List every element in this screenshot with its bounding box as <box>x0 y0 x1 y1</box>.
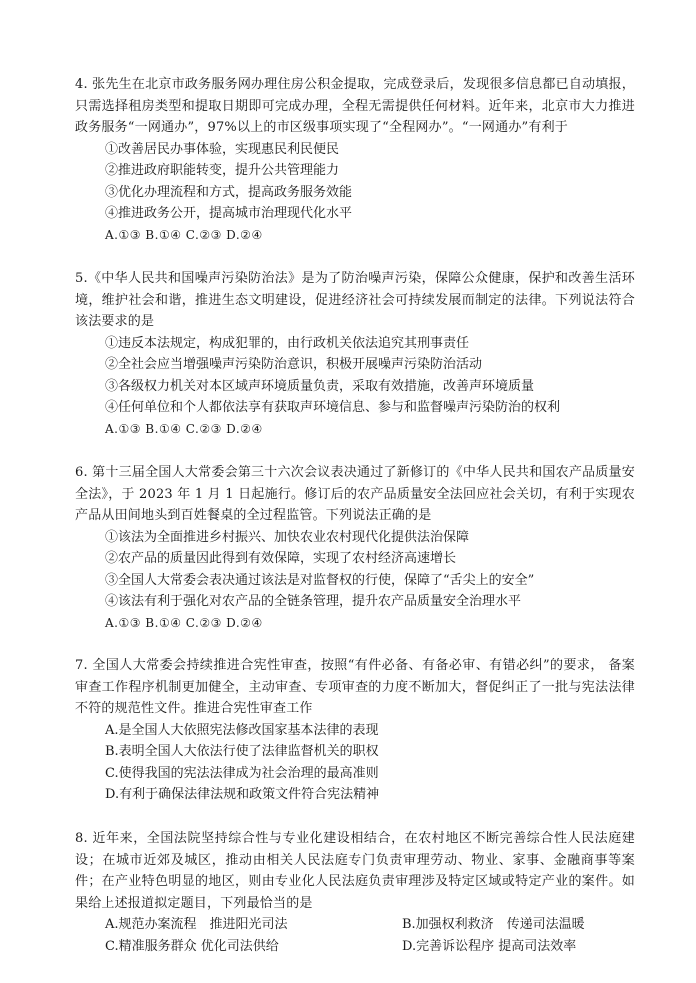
question-5 <box>75 268 635 440</box>
statement-3: ③各级权力机关对本区域声环境质量负责，采取有效措施，改善声环境质量 <box>105 378 535 394</box>
options-row-2 <box>75 936 635 958</box>
option-d: D.有利于确保法律法规和政策文件符合宪法精神 <box>105 787 380 802</box>
option-b: B.表明全国人大依法行使了法律监督机关的职权 <box>105 744 379 759</box>
statement-4: ④该法有利于强化对农产品的全链条管理，提升农产品质量安全治理水平 <box>105 594 522 609</box>
statement-1: ①该法为全面推进乡村振兴、加快农业农村现代化提供法治保障 <box>105 529 470 545</box>
statement-1: ①违反本法规定，构成犯罪的，由行政机关依法追究其刑事责任 <box>105 335 470 351</box>
question-7 <box>75 655 635 806</box>
statement-2: ②全社会应当增强噪声污染防治意识，积极开展噪声污染防治活动 <box>105 357 483 372</box>
statement-2: ②推进政府职能转变，提升公共管理能力 <box>105 163 340 178</box>
question-stem: 5.《中华人民共和国噪声污染防治法》是为了防治噪声污染，保障公众健康，保护和改善生活环境，维护社会和谐，推进生态文明建设，促进经济社会可持续发展而制定的法律。下列说法符合该法要求的是 <box>75 271 635 329</box>
options-row-1 <box>75 914 635 936</box>
option-a: A.是全国人大依照宪法修改国家基本法律的表现 <box>105 722 379 738</box>
answer-choices: A.①③ B.①④ C.②③ D.②④ <box>105 421 263 436</box>
statement-2: ②农产品的质量因此得到有效保障，实现了农村经济高速增长 <box>105 551 457 566</box>
question-8 <box>75 828 635 957</box>
statement-4: ④任何单位和个人都依法享有获取声环境信息、参与和监督噪声污染防治的权利 <box>105 400 561 415</box>
question-stem: 7. 全国人大常委会持续推进合宪性审查，按照“有件必备、有备必审、有错必纠”的要求， 备案审查工作程序机制更加健全，主动审查、专项审查的力度不断加大，督促纠正了一批与宪法法律不符的规范性文件。推进合宪性审查工作 <box>75 658 635 716</box>
question-stem: 6. 第十三届全国人大常委会第三十六次会议表决通过了新修订的《中华人民共和国农产品质量安全法》，于 2023 年 1 月 1 日起施行。修订后的农产品质量安全法回应社会关切，有利于实现农产品从田间地头到百姓餐桌的全过程监管。下列说法正确的是 <box>75 465 635 523</box>
statement-3: ③优化办理流程和方式，提高政务服务效能 <box>105 184 353 200</box>
question-stem: 8. 近年来，全国法院坚持综合性与专业化建设相结合，在农村地区不断完善综合性人民法庭建设；在城市近郊及城区，推动由相关人民法庭专门负责审理劳动、物业、家事、金融商事等案件；在产业特色明显的地区，则由专业化人民法庭负责审理涉及特定区域或特定产业的案件。如果给上述报道拟定题目，下列最恰当的是 <box>75 831 635 911</box>
option-a: A.规范办案流程 推进阳光司法 <box>105 917 288 932</box>
option-c: C.精准服务群众 优化司法供给 <box>105 938 279 954</box>
answer-choices: A.①③ B.①④ C.②③ D.②④ <box>105 227 263 242</box>
statement-4: ④推进政务公开，提高城市治理现代化水平 <box>105 206 353 221</box>
statement-3: ③全国人大常委会表决通过该法是对监督权的行使，保障了“舌尖上的安全” <box>105 572 535 588</box>
option-b: B.加强权利救济 传递司法温暖 <box>402 917 585 932</box>
answer-choices: A.①③ B.①④ C.②③ D.②④ <box>105 615 263 630</box>
statement-1: ①改善居民办事体验，实现惠民利民便民 <box>105 141 340 157</box>
question-6 <box>75 462 635 634</box>
question-4 <box>75 74 635 246</box>
question-stem: 4. 张先生在北京市政务服务网办理住房公积金提取，完成登录后，发现很多信息都已自动填报，只需选择租房类型和提取日期即可完成办理，全程无需提供任何材料。近年来，北京市大力推进政务服务“一网通办”，97%以上的市区级事项实现了“全程网办”。“一网通办”有利于 <box>75 77 635 135</box>
option-d: D.完善诉讼程序 提高司法效率 <box>402 938 577 954</box>
option-c: C.使得我国的宪法法律成为社会治理的最高准则 <box>105 765 379 781</box>
